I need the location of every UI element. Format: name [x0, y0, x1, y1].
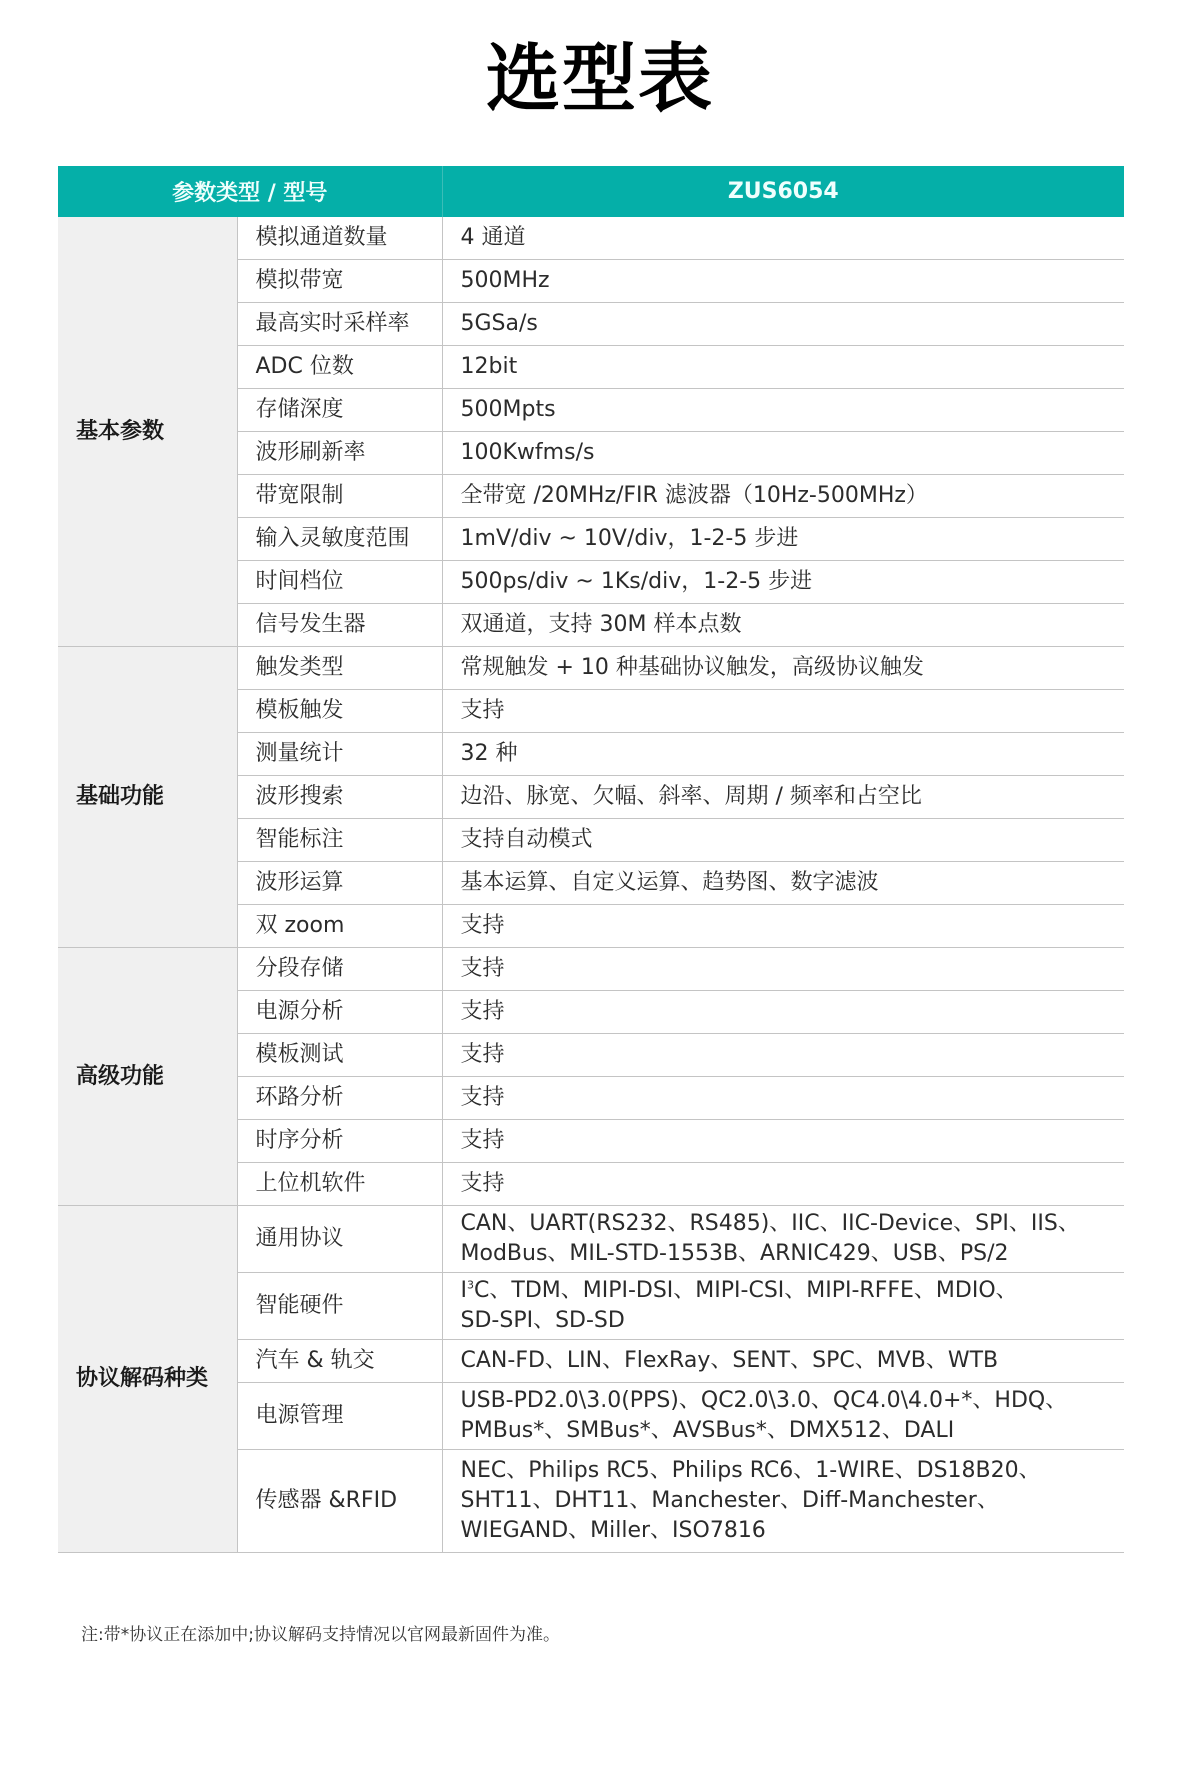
- param-name: 模板测试: [237, 1034, 442, 1077]
- value-line: SD-SPI、SD-SD: [460, 1308, 625, 1333]
- param-name: 输入灵敏度范围: [237, 518, 442, 561]
- category-basic-params: 基本参数: [58, 217, 237, 647]
- param-value: 500Mpts: [442, 389, 1124, 432]
- param-name: 模拟通道数量: [237, 217, 442, 260]
- value-line: NEC、Philips RC5、Philips RC6、1-WIRE、DS18B20、: [460, 1458, 1041, 1483]
- param-value: 支持: [442, 948, 1124, 991]
- param-name: 汽车 & 轨交: [237, 1340, 442, 1383]
- value-line: USB-PD2.0\3.0(PPS)、QC2.0\3.0、QC4.0\4.0+*、HDQ、: [460, 1388, 1068, 1413]
- param-value: 支持自动模式: [442, 819, 1124, 862]
- param-name: 分段存储: [237, 948, 442, 991]
- param-name: 模拟带宽: [237, 260, 442, 303]
- param-value: 支持: [442, 1163, 1124, 1206]
- param-name: 波形运算: [237, 862, 442, 905]
- param-name: 触发类型: [237, 647, 442, 690]
- param-name: 时间档位: [237, 561, 442, 604]
- table-row: [58, 217, 1124, 260]
- i3c-prefix: I: [460, 1278, 468, 1303]
- param-name: 传感器 &RFID: [237, 1450, 442, 1553]
- category-basic-functions: 基础功能: [58, 647, 237, 948]
- param-value: 1mV/div ~ 10V/div，1-2-5 步进: [442, 518, 1124, 561]
- param-name: 测量统计: [237, 733, 442, 776]
- param-name: 带宽限制: [237, 475, 442, 518]
- param-value: 5GSa/s: [442, 303, 1124, 346]
- param-value: 支持: [442, 1120, 1124, 1163]
- category-protocol-decoding: 协议解码种类: [58, 1206, 237, 1553]
- param-value: 4 通道: [442, 217, 1124, 260]
- param-name: 时序分析: [237, 1120, 442, 1163]
- param-value: 支持: [442, 905, 1124, 948]
- header-model: ZUS6054: [442, 166, 1124, 217]
- param-name: 智能硬件: [237, 1273, 442, 1340]
- category-advanced-functions: 高级功能: [58, 948, 237, 1206]
- param-name: 双 zoom: [237, 905, 442, 948]
- param-value: 双通道，支持 30M 样本点数: [442, 604, 1124, 647]
- param-name: 电源分析: [237, 991, 442, 1034]
- value-line: WIEGAND、Miller、ISO7816: [460, 1518, 766, 1543]
- table-row: [58, 647, 1124, 690]
- param-name: ADC 位数: [237, 346, 442, 389]
- param-value: 500MHz: [442, 260, 1124, 303]
- value-line: PMBus*、SMBus*、AVSBus*、DMX512、DALI: [460, 1418, 955, 1443]
- param-value: 基本运算、自定义运算、趋势图、数字滤波: [442, 862, 1124, 905]
- i3c-superscript: 3: [467, 1278, 475, 1292]
- param-value: 12bit: [442, 346, 1124, 389]
- param-value: 支持: [442, 1077, 1124, 1120]
- param-value: 32 种: [442, 733, 1124, 776]
- param-value: 100Kwfms/s: [442, 432, 1124, 475]
- param-name: 电源管理: [237, 1383, 442, 1450]
- param-name: 最高实时采样率: [237, 303, 442, 346]
- table-row: [58, 948, 1124, 991]
- value-line: [461, 1276, 1115, 1306]
- param-name: 波形刷新率: [237, 432, 442, 475]
- param-value: 边沿、脉宽、欠幅、斜率、周期 / 频率和占空比: [442, 776, 1124, 819]
- param-value: 支持: [442, 690, 1124, 733]
- param-name: 波形搜索: [237, 776, 442, 819]
- param-name: 存储深度: [237, 389, 442, 432]
- page-title: 选型表: [486, 36, 714, 122]
- param-value: 常规触发 + 10 种基础协议触发，高级协议触发: [442, 647, 1124, 690]
- param-name: 上位机软件: [237, 1163, 442, 1206]
- param-name: 智能标注: [237, 819, 442, 862]
- value-line: CAN、UART(RS232、RS485)、IIC、IIC-Device、SPI、IIS、: [460, 1211, 1080, 1236]
- spec-table: [58, 166, 1124, 1553]
- param-name: 通用协议: [237, 1206, 442, 1273]
- param-value: [442, 1273, 1124, 1340]
- param-value: 支持: [442, 1034, 1124, 1077]
- table-row: [58, 1206, 1124, 1273]
- header-param-type: 参数类型 / 型号: [58, 166, 442, 217]
- param-name: 模板触发: [237, 690, 442, 733]
- param-name: 环路分析: [237, 1077, 442, 1120]
- param-value: [442, 1206, 1124, 1273]
- value-line-text: C、TDM、MIPI-DSI、MIPI-CSI、MIPI-RFFE、MDIO、: [474, 1278, 1018, 1303]
- value-line: SHT11、DHT11、Manchester、Diff-Manchester、: [460, 1488, 999, 1513]
- param-value: 全带宽 /20MHz/FIR 滤波器（10Hz-500MHz）: [442, 475, 1124, 518]
- param-value: 500ps/div ~ 1Ks/div，1-2-5 步进: [442, 561, 1124, 604]
- param-value: 支持: [442, 991, 1124, 1034]
- value-line: ModBus、MIL-STD-1553B、ARNIC429、USB、PS/2: [460, 1241, 1009, 1266]
- param-name: 信号发生器: [237, 604, 442, 647]
- param-value: [442, 1450, 1124, 1553]
- param-value: CAN-FD、LIN、FlexRay、SENT、SPC、MVB、WTB: [442, 1340, 1124, 1383]
- table-header-row: [58, 166, 1124, 217]
- param-value: [442, 1383, 1124, 1450]
- footnote: 注:带*协议正在添加中;协议解码支持情况以官网最新固件为准。: [81, 1625, 560, 1645]
